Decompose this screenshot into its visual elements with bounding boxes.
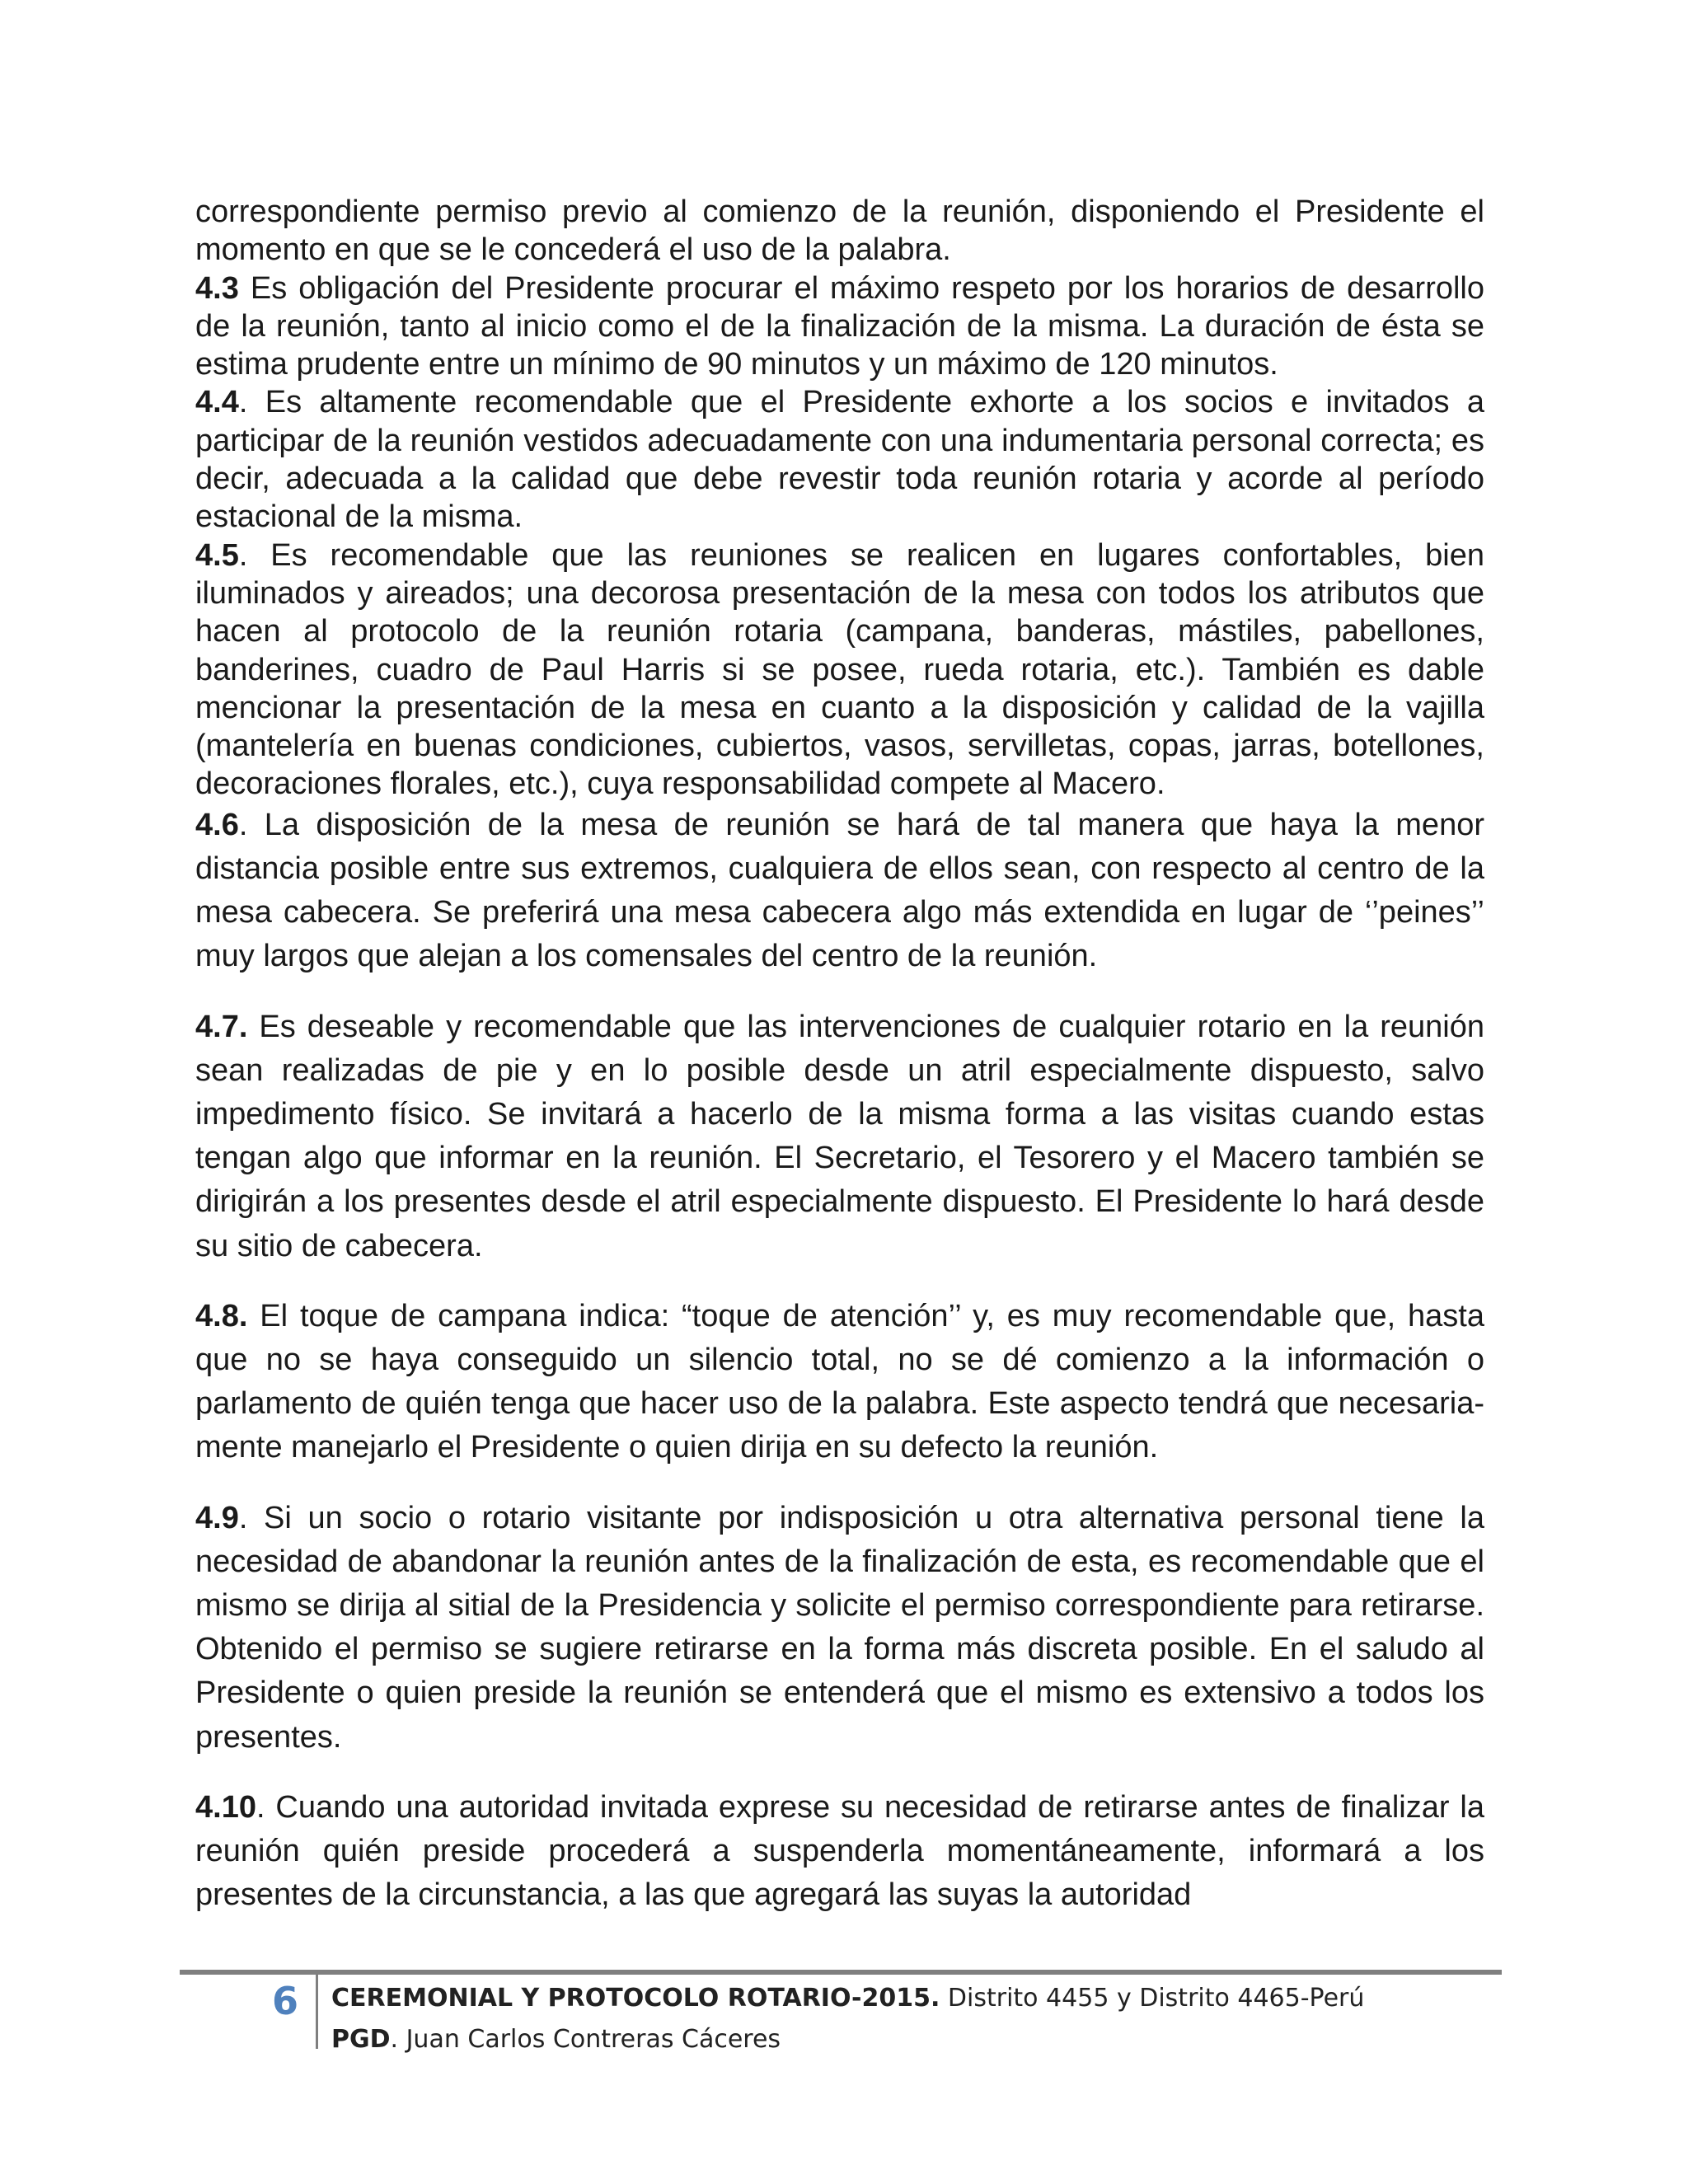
paragraph-continuation [195, 193, 1484, 269]
paragraph-text: . La disposición de la mesa de reunión se hará de tal manera que haya la menor distancia posible entre sus extremos, cualquiera de ellos sean, con respecto al centro de la mesa cabecera. Se preferirá una mesa cabecera algo más extendida en lugar de ‘’peines’’ muy largos que alejan a los comensales del centro de la reunión. [195, 807, 1484, 974]
page-number: 6 [272, 1979, 299, 2023]
paragraph-4-7 [195, 1005, 1484, 1268]
paragraph-text: El toque de campana indica: “toque de atención’’ y, es muy recomendable que, hasta que no se haya conseguido un silencio total, no se dé comienzo a la información o parlamento de quién tenga que hacer uso de la palabra. Este aspecto tendrá que necesaria-mente manejarlo el Presidente o quien dirija en su defecto la reunión. [195, 1298, 1484, 1465]
footer-author: . Juan Carlos Contreras Cáceres [390, 2025, 781, 2054]
section-number: 4.7. [195, 1009, 248, 1044]
footer-divider [316, 1973, 318, 2049]
footer-text [331, 1978, 1364, 2060]
section-number: 4.4 [195, 385, 239, 420]
footer-title: CEREMONIAL Y PROTOCOLO ROTARIO-2015. [331, 1984, 940, 2013]
section-number: 4.6 [195, 807, 239, 842]
footer-author-line [331, 2019, 1364, 2060]
paragraph-text: Es deseable y recomendable que las intervenciones de cualquier rotario en la reunión sean realizadas de pie y en lo posible desde un atril especialmente dispuesto, salvo impedimento físico. Se invitará a hacerlo de la misma forma a las visitas cuando estas tengan algo que informar en la reunión. El Secretario, el Tesorero y el Macero también se dirigirán a los presentes desde el atril especialmente dispuesto. El Presidente lo hará desde su sitio de cabecera. [195, 1009, 1484, 1263]
paragraph-4-4 [195, 383, 1484, 536]
paragraph-text: Es obligación del Presidente procurar el máximo respeto por los horarios de desarrollo de la reunión, tanto al inicio como el de la finalización de la misma. La duración de ésta se estima prudente entre un mínimo de 90 minutos y un máximo de 120 minutos. [195, 270, 1484, 382]
paragraph-text: . Cuando una autoridad invitada exprese su necesidad de retirarse antes de finalizar la reunión quién preside procederá a suspenderla momentáneamente, informará a los presentes de la circunstancia, a las que agregará las suyas la autoridad [195, 1789, 1484, 1913]
paragraph-4-6 [195, 804, 1484, 979]
footer-title-line [331, 1978, 1364, 2019]
body-text [195, 193, 1484, 1917]
section-number: 4.8. [195, 1298, 248, 1333]
footer-subtitle: Distrito 4455 y Distrito 4465-Perú [940, 1984, 1365, 2013]
paragraph-4-9 [195, 1497, 1484, 1760]
paragraph-text: correspondiente permiso previo al comienzo de la reunión, disponiendo el Presidente el momento en que se le concederá el uso de la palabra. [195, 194, 1484, 268]
footer-rule [180, 1970, 1502, 1975]
section-number: 4.9 [195, 1500, 239, 1535]
section-number: 4.5 [195, 537, 239, 573]
section-number: 4.3 [195, 270, 239, 306]
paragraph-text: . Si un socio o rotario visitante por indisposición u otra alternativa personal tiene la necesidad de abandonar la reunión antes de la finalización de esta, es recomendable que el mismo se dirija al sitial de la Presidencia y solicite el permiso correspondiente para retirarse. Obtenido el permiso se sugiere retirarse en la forma más discreta posible. En el saludo al Presidente o quien preside la reunión se entenderá que el mismo es extensivo a todos los presentes. [195, 1500, 1484, 1755]
paragraph-text: . Es altamente recomendable que el Presidente exhorte a los socios e invitados a participar de la reunión vestidos adecuadamente con una indumentaria personal correcta; es decir, adecuada a la calidad que debe revestir toda reunión rotaria y acorde al período estacional de la misma. [195, 385, 1484, 535]
paragraph-4-5 [195, 537, 1484, 804]
paragraph-4-3 [195, 269, 1484, 384]
paragraph-4-10 [195, 1786, 1484, 1918]
section-number: 4.10 [195, 1789, 256, 1825]
paragraph-text: . Es recomendable que las reuniones se realicen en lugares confortables, bien iluminados y aireados; una decorosa presentación de la mesa con todos los atributos que hacen al protocolo de la reunión rotaria (campana, banderas, mástiles, pabellones, banderines, cuadro de Paul Harris si se posee, rueda rotaria, etc.). También es dable mencionar la presentación de la mesa en cuanto a la disposición y calidad de la vajilla (mantelería en buenas condiciones, cubiertos, vasos, servilletas, copas, jarras, botellones, decoraciones florales, etc.), cuya responsabilidad compete al Macero. [195, 537, 1484, 802]
paragraph-4-8 [195, 1295, 1484, 1470]
footer-author-prefix: PGD [331, 2025, 391, 2054]
